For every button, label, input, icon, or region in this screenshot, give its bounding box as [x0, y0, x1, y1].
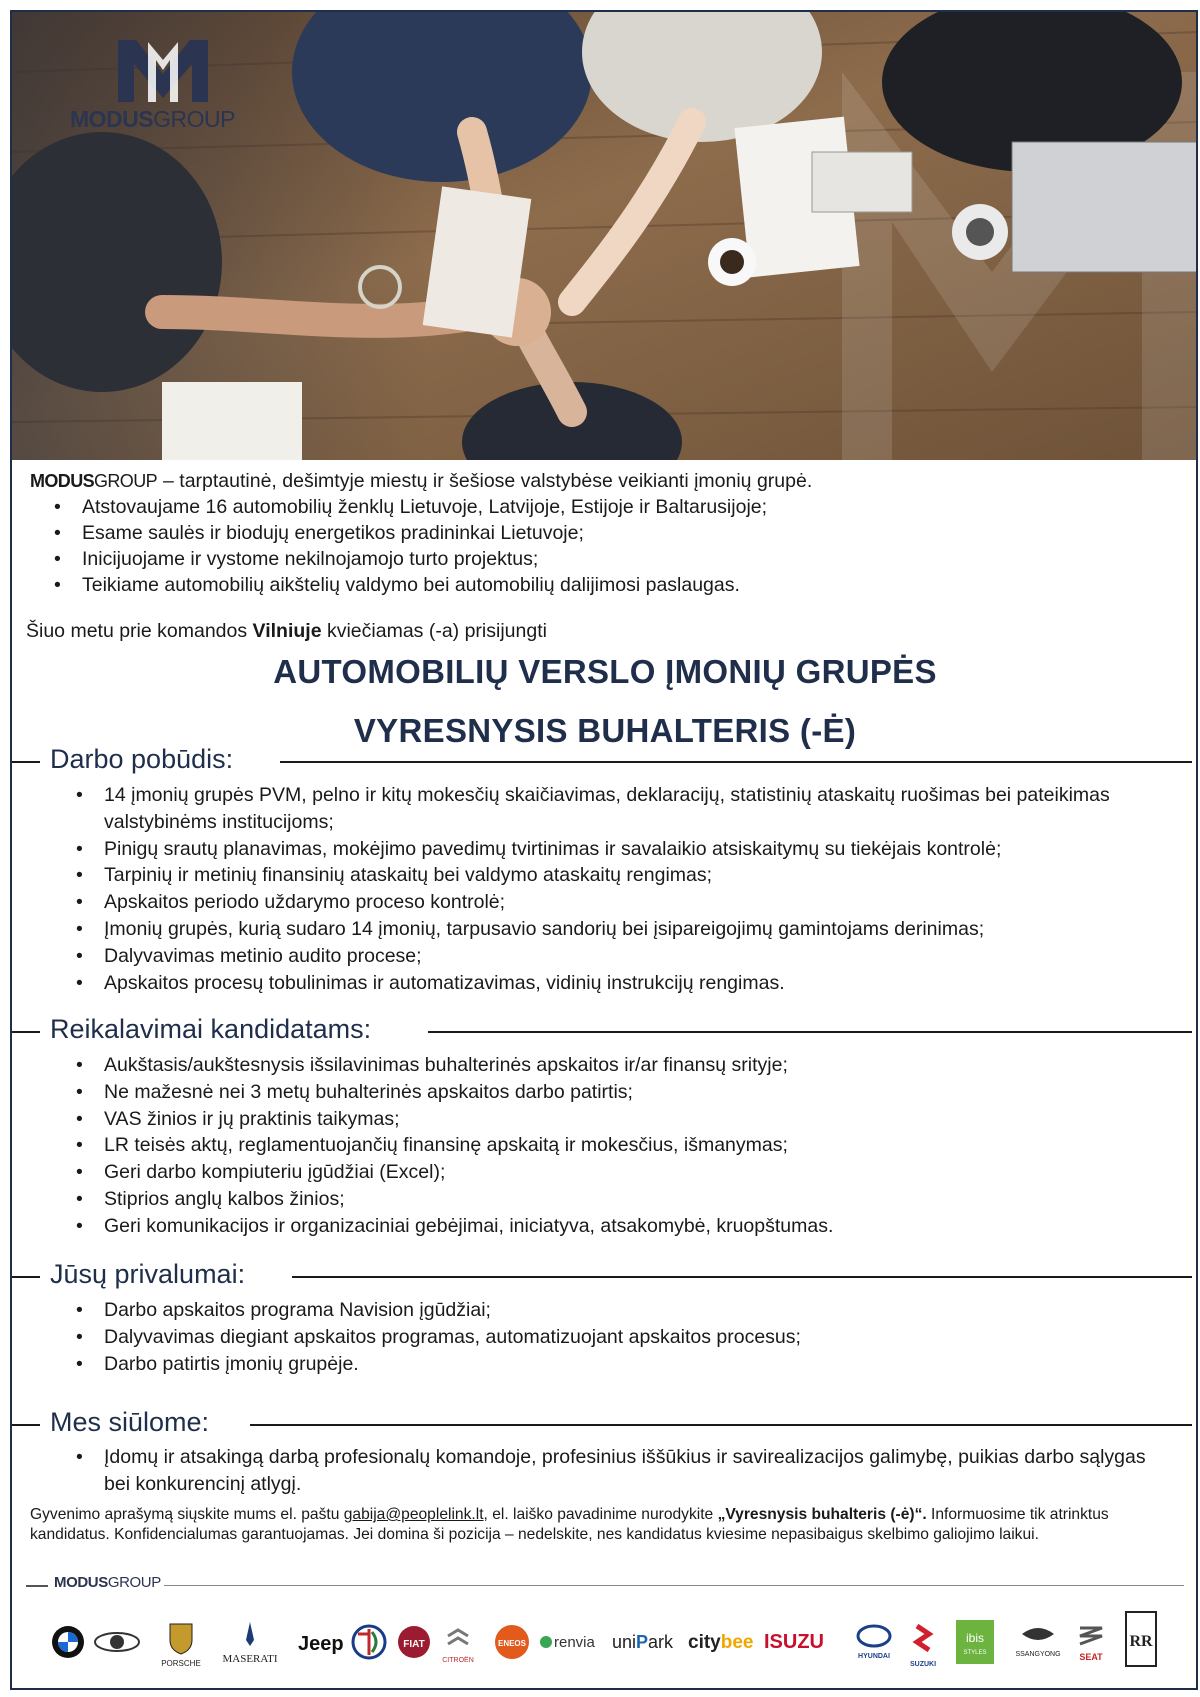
list-item: • Įmonių grupės, kurią sudaro 14 įmonių, tarpusavio sandorių bei įsipareigojimų gamintojams derinimas; [52, 916, 1162, 943]
modus-group-logo [70, 40, 270, 150]
intro-bullets [30, 494, 1180, 598]
list-item: • Apskaitos periodo uždarymo proceso kontrolė; [52, 889, 1162, 916]
list-item: • Darbo apskaitos programa Navision įgūdžiai; [52, 1297, 1162, 1324]
list-item: • Darbo patirtis įmonių grupėje. [52, 1351, 1162, 1378]
footer-brand-bar [12, 1574, 1198, 1598]
list-item: • Dalyvavimas diegiant apskaitos programas, automatizuojant apskaitos procesus; [52, 1324, 1162, 1351]
modus-m-icon [118, 40, 208, 102]
job-title-line2: VYRESNYSIS BUHALTERIS (-Ė) [353, 712, 857, 749]
svg-text:FIAT: FIAT [403, 1639, 425, 1650]
jeep-logo [298, 1633, 344, 1655]
rolls-royce-logo [1126, 1612, 1156, 1666]
ibis-styles-logo [956, 1620, 994, 1664]
suzuki-logo [910, 1626, 936, 1668]
list-item: • Atstovaujame 16 automobilių ženklų Lietuvoje, Latvijoje, Estijoje ir Baltarusijoje; [30, 494, 1180, 520]
svg-text:SUZUKI: SUZUKI [909, 1661, 937, 1668]
list-item: • 14 įmonių grupės PVM, pelno ir kitų mokesčių skaičiavimas, deklaracijų, statistinių ataskaitų ruošimas bei pateikimas valstybinėms institucijoms; [52, 782, 1162, 836]
svg-text:PORSCHE: PORSCHE [161, 1659, 201, 1668]
modus-group-wordmark: MODUSGROUP [54, 1574, 161, 1591]
list-item: • Ne mažesnė nei 3 metų buhalterinės apskaitos darbo patirtis; [52, 1079, 1162, 1106]
brand-inline: MODUSGROUP [30, 471, 158, 491]
list-item: • Esame saulės ir biodujų energetikos pradininkai Lietuvoje; [30, 520, 1180, 546]
citroen-logo [442, 1630, 474, 1664]
email-subject: „Vyresnysis buhalteris (-ė)“. [717, 1506, 927, 1523]
renvia-logo [540, 1634, 596, 1651]
isuzu-logo [764, 1631, 824, 1653]
alfa-romeo-logo [353, 1626, 385, 1658]
svg-text:ISUZU: ISUZU [764, 1631, 824, 1653]
svg-text:uniPark: uniPark [612, 1632, 674, 1652]
svg-text:Jeep: Jeep [298, 1633, 344, 1655]
application-instructions: Gyvenimo aprašymą siųskite mums el. paštu gabija@peoplelink.lt, el. laiško pavadinime nurodykite „Vyresnysis buhalteris (-ė)“. Informuosime tik atrinktus kandidatus. Konfidencialumas garantuojamas. Jei domina ši pozicija – nedelskite, nes kandidatus kviesime nepasibaigus skelbimo galiojimo laikui. [30, 1506, 1109, 1543]
list-item: • Įdomų ir atsakingą darbą profesionalų komandoje, profesinius iššūkius ir savirealizacijos galimybę, puikias darbo sąlygas bei konkurencinį atlygį. [52, 1444, 1162, 1498]
svg-text:STYLES: STYLES [963, 1650, 987, 1656]
list-item: • Dalyvavimas metinio audito procese; [52, 943, 1162, 970]
section-requirements-heading: Reikalavimai kandidatams: [12, 1014, 1198, 1048]
invite-line: Šiuo metu prie komandos Vilniuje kviečiamas (-a) prisijungti [26, 620, 547, 642]
svg-text:CITROËN: CITROËN [442, 1657, 474, 1664]
list-item: • VAS žinios ir jų praktinis taikymas; [52, 1106, 1162, 1133]
svg-text:ibis: ibis [965, 1631, 985, 1645]
hyundai-logo [858, 1626, 890, 1660]
list-item: • Aukštasis/aukštesnysis išsilavinimas buhalterinės apskaitos ir/ar finansų srityje; [52, 1052, 1162, 1079]
fiat-logo [398, 1626, 430, 1658]
company-intro [30, 468, 1180, 598]
list-item: • Tarpinių ir metinių finansinių ataskaitų bei valdymo ataskaitų rengimas; [52, 862, 1162, 889]
svg-text:HYUNDAI: HYUNDAI [858, 1653, 890, 1660]
mini-logo [95, 1633, 139, 1651]
bmw-logo [52, 1626, 84, 1658]
svg-text:citybee: citybee [688, 1632, 754, 1653]
section-offer-heading: Mes siūlome: [12, 1407, 1198, 1441]
unipark-logo [612, 1632, 674, 1652]
job-title-line1: AUTOMOBILIŲ VERSLO ĮMONIŲ GRUPĖS [273, 653, 937, 690]
city: Vilniuje [252, 620, 322, 642]
eneos-logo [495, 1625, 529, 1659]
advantages-list [52, 1297, 1162, 1377]
svg-text:renvia: renvia [554, 1634, 595, 1651]
requirements-list [52, 1052, 1162, 1240]
intro-lead: – tarptautinė, dešimtyje miestų ir šešiose valstybėse veikianti įmonių grupė. [163, 470, 813, 492]
list-item: • Pinigų srautų planavimas, mokėjimo pavedimų tvirtinimas ir savalaikio atsiskaitymų su tiekėjais kontrolė; [52, 836, 1162, 863]
section-advantages-heading: Jūsų privalumai: [12, 1259, 1198, 1293]
maserati-logo [222, 1622, 277, 1665]
svg-text:RR: RR [1129, 1633, 1153, 1650]
list-item: • Apskaitos procesų tobulinimas ir automatizavimas, vidinių instrukcijų rengimas. [52, 970, 1162, 997]
list-item: • Teikiame automobilių aikštelių valdymo bei automobilių dalijimosi paslaugas. [30, 572, 1180, 598]
offer-list [52, 1444, 1162, 1498]
email-link[interactable]: gabija@peoplelink.lt [343, 1506, 484, 1523]
work-list [52, 782, 1162, 996]
modus-group-wordmark: MODUSGROUP [70, 106, 235, 132]
list-item: • Geri komunikacijos ir organizaciniai gebėjimai, iniciatyva, atsakomybė, kruopštumas. [52, 1213, 1162, 1240]
ssangyong-logo [1015, 1628, 1060, 1658]
porsche-logo [161, 1624, 201, 1668]
partner-brand-logos [12, 1604, 1198, 1684]
list-item: • LR teisės aktų, reglamentuojančių finansinę apskaitą ir mokesčius, išmanymas; [52, 1132, 1162, 1159]
job-ad-page [10, 10, 1198, 1690]
svg-text:MASERATI: MASERATI [222, 1653, 278, 1665]
section-work-heading: Darbo pobūdis: [12, 744, 1198, 778]
seat-logo [1079, 1628, 1103, 1662]
svg-text:SEAT: SEAT [1079, 1652, 1103, 1662]
list-item: • Inicijuojame ir vystome nekilnojamojo turto projektus; [30, 546, 1180, 572]
svg-text:SSANGYONG: SSANGYONG [1015, 1651, 1061, 1658]
hero-photo [12, 12, 1198, 460]
citybee-logo [688, 1632, 754, 1653]
svg-text:ENEOS: ENEOS [497, 1639, 527, 1648]
list-item: • Stiprios anglų kalbos žinios; [52, 1186, 1162, 1213]
list-item: • Geri darbo kompiuteriu įgūdžiai (Excel); [52, 1159, 1162, 1186]
